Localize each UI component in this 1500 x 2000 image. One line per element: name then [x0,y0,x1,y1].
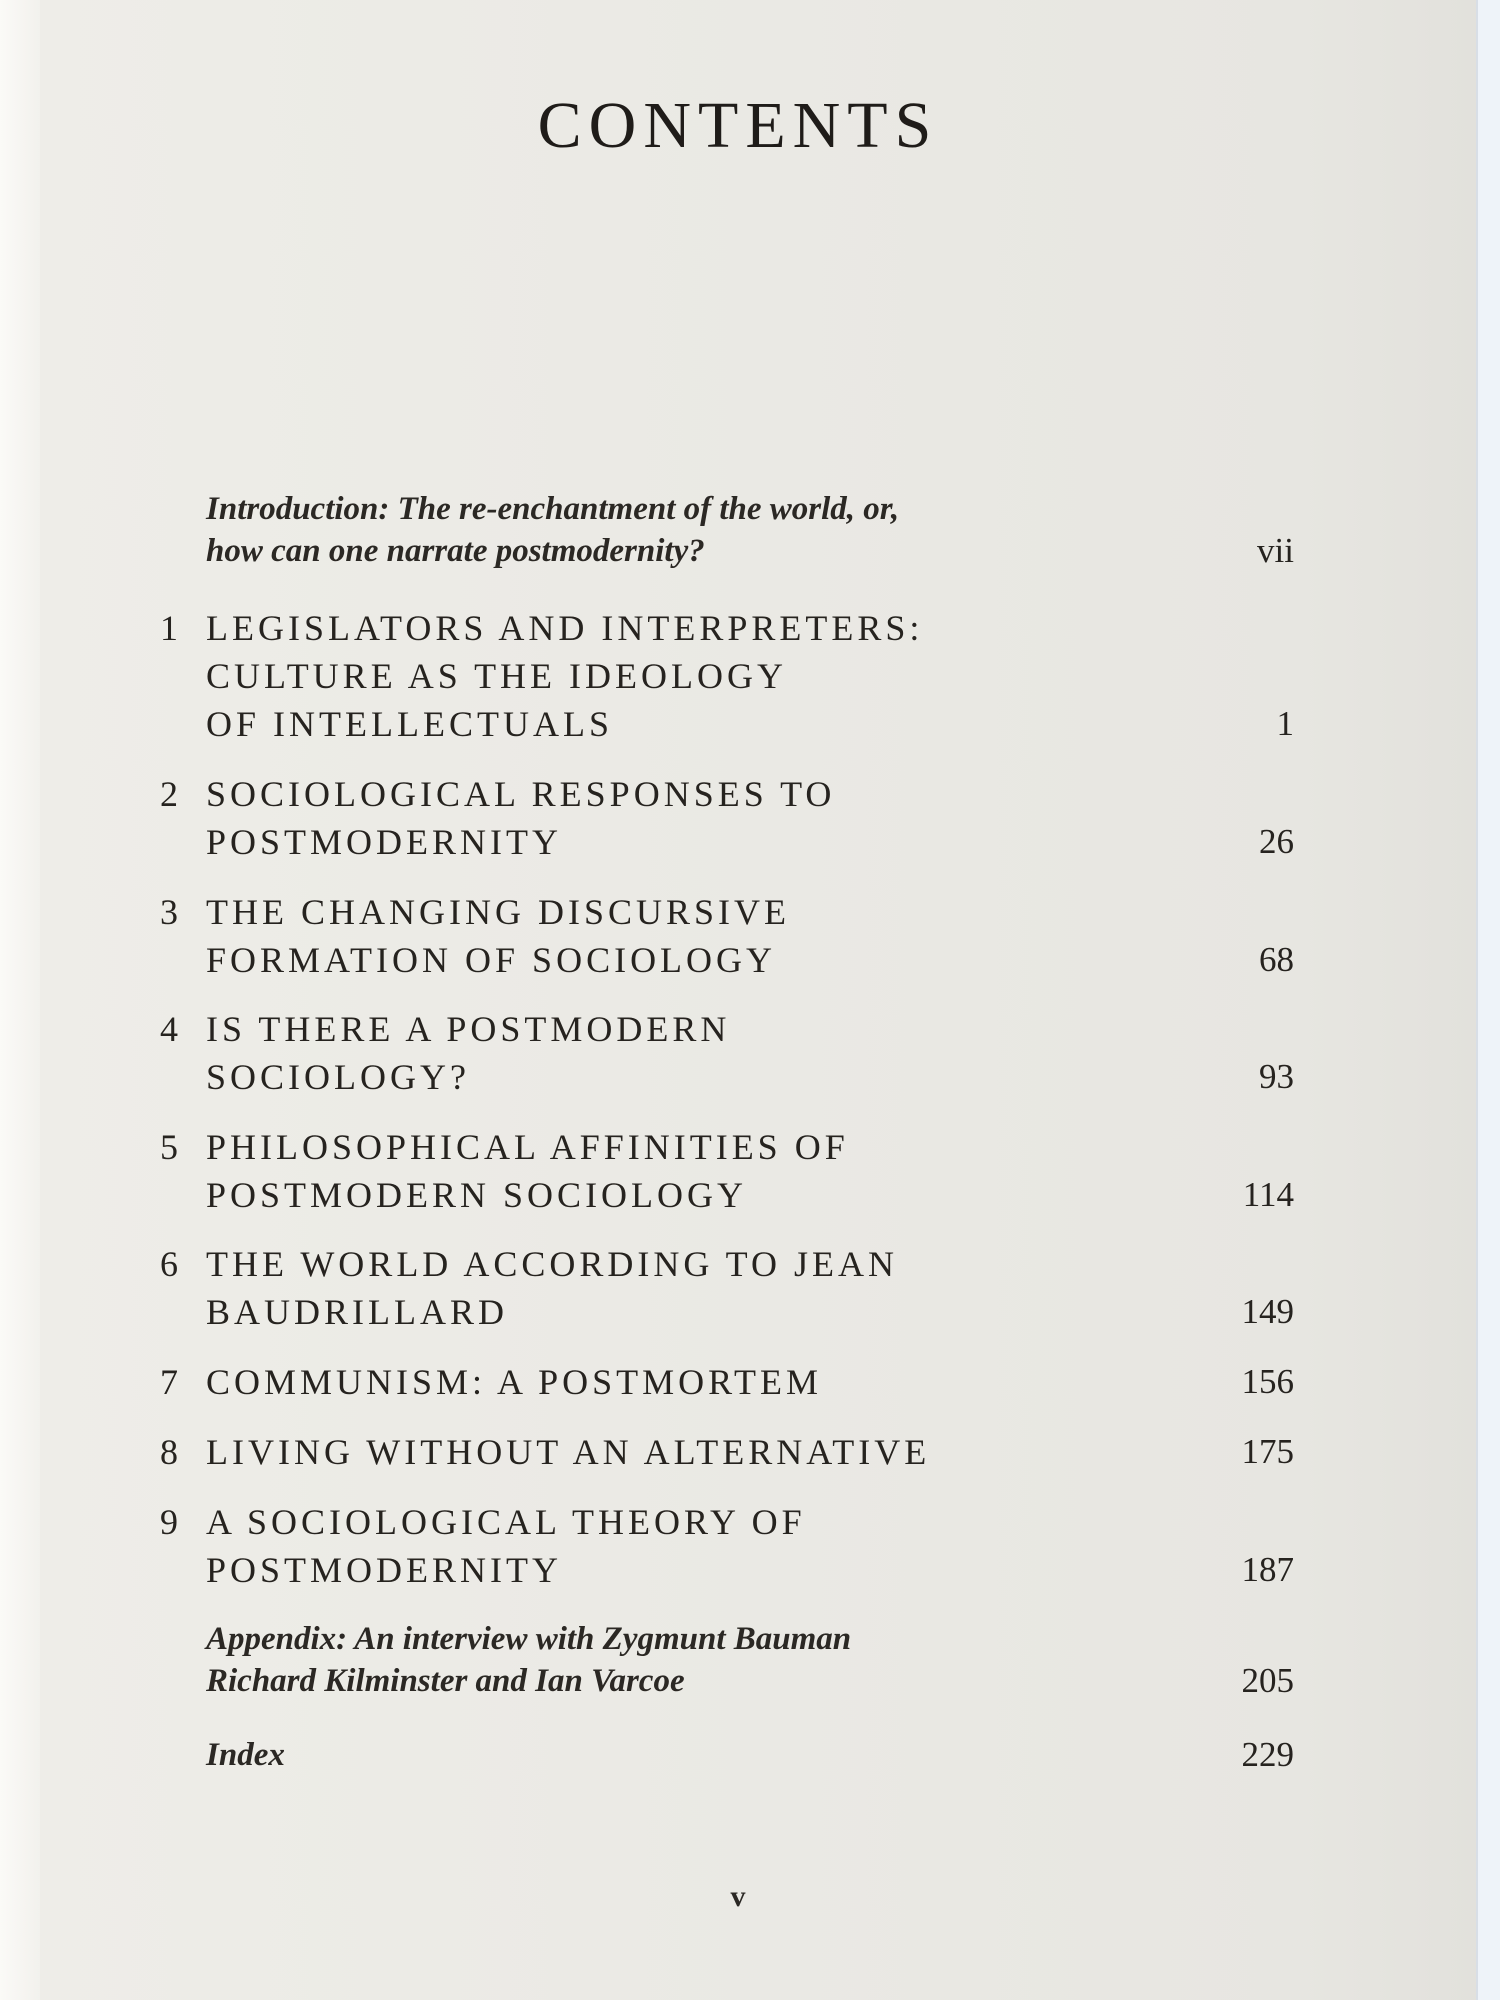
toc-entry-number: 7 [160,1362,180,1402]
toc-entry-chapter-5 [150,1123,1294,1219]
notebook-edge [1476,0,1500,2000]
toc-entry-page: vii [1257,531,1294,570]
toc-entry-title: IS THERE A POSTMODERN SOCIOLOGY? [206,1009,731,1097]
page-number-footer: v [730,1880,746,1913]
toc-entry-title: THE CHANGING DISCURSIVE FORMATION OF SOCIOLOGY [206,892,790,980]
toc-entry-chapter-4 [150,1005,1294,1101]
toc-entry-number: 2 [160,774,180,814]
toc-entry-number: 8 [160,1432,180,1472]
toc-entry-chapter-2 [150,770,1294,866]
toc-entry-title: LIVING WITHOUT AN ALTERNATIVE [206,1432,931,1472]
toc-entry-chapter-7 [150,1358,1294,1406]
toc-entry-number: 3 [160,892,180,932]
toc-entry-title: A SOCIOLOGICAL THEORY OF POSTMODERNITY [206,1502,806,1590]
toc-entry-page: 149 [1241,1292,1294,1331]
toc-entry-title: SOCIOLOGICAL RESPONSES TO POSTMODERNITY [206,774,836,862]
toc-entry-title: PHILOSOPHICAL AFFINITIES OF POSTMODERN SOCIOLOGY [206,1127,849,1215]
toc-entry-page: 114 [1242,1175,1294,1214]
toc-entry-title: COMMUNISM: A POSTMORTEM [206,1362,822,1402]
toc-entry-chapter-1 [150,604,1294,748]
toc-entry-page: 229 [1241,1735,1294,1774]
toc-entry-number: 1 [160,608,180,648]
toc-entry-title: THE WORLD ACCORDING TO JEAN BAUDRILLARD [206,1244,899,1332]
contents-heading: CONTENTS [537,89,939,162]
toc-entry-page: 187 [1241,1550,1294,1589]
toc-entry-chapter-6 [150,1240,1294,1336]
toc-entry-number: 6 [160,1244,180,1284]
toc-entry-page: 175 [1241,1432,1294,1471]
toc-entry-number: 5 [160,1127,180,1167]
page-binding [0,0,40,2000]
toc-entry-appendix [150,1618,1294,1702]
toc-entry-page: 68 [1259,940,1294,979]
toc-entry-number: 9 [160,1502,180,1542]
toc-entry-title: LEGISLATORS AND INTERPRETERS: CULTURE AS THE IDEOLOGY OF INTELLECTUALS [206,608,924,744]
toc-entry-number: 4 [160,1009,180,1049]
toc-entry-page: 1 [1276,704,1294,743]
toc-entry-chapter-9 [150,1498,1294,1594]
toc-entry-chapter-8 [150,1428,1294,1476]
toc-entry-page: 26 [1259,822,1294,861]
toc-entry-page: 93 [1259,1057,1294,1096]
toc-entry-page: 156 [1241,1362,1294,1401]
toc-entry-title: Introduction: The re-enchantment of the world, or, how can one narrate postmodernity? [206,491,900,569]
toc-entry-page: 205 [1241,1661,1294,1700]
toc-entry-title: Appendix: An interview with Zygmunt Bauman Richard Kilminster and Ian Varcoe [206,1621,852,1699]
toc-entry-index [150,1734,1294,1776]
toc-entry-chapter-3 [150,888,1294,984]
toc-entry-introduction [150,488,1294,572]
toc-entry-title: Index [206,1737,285,1773]
